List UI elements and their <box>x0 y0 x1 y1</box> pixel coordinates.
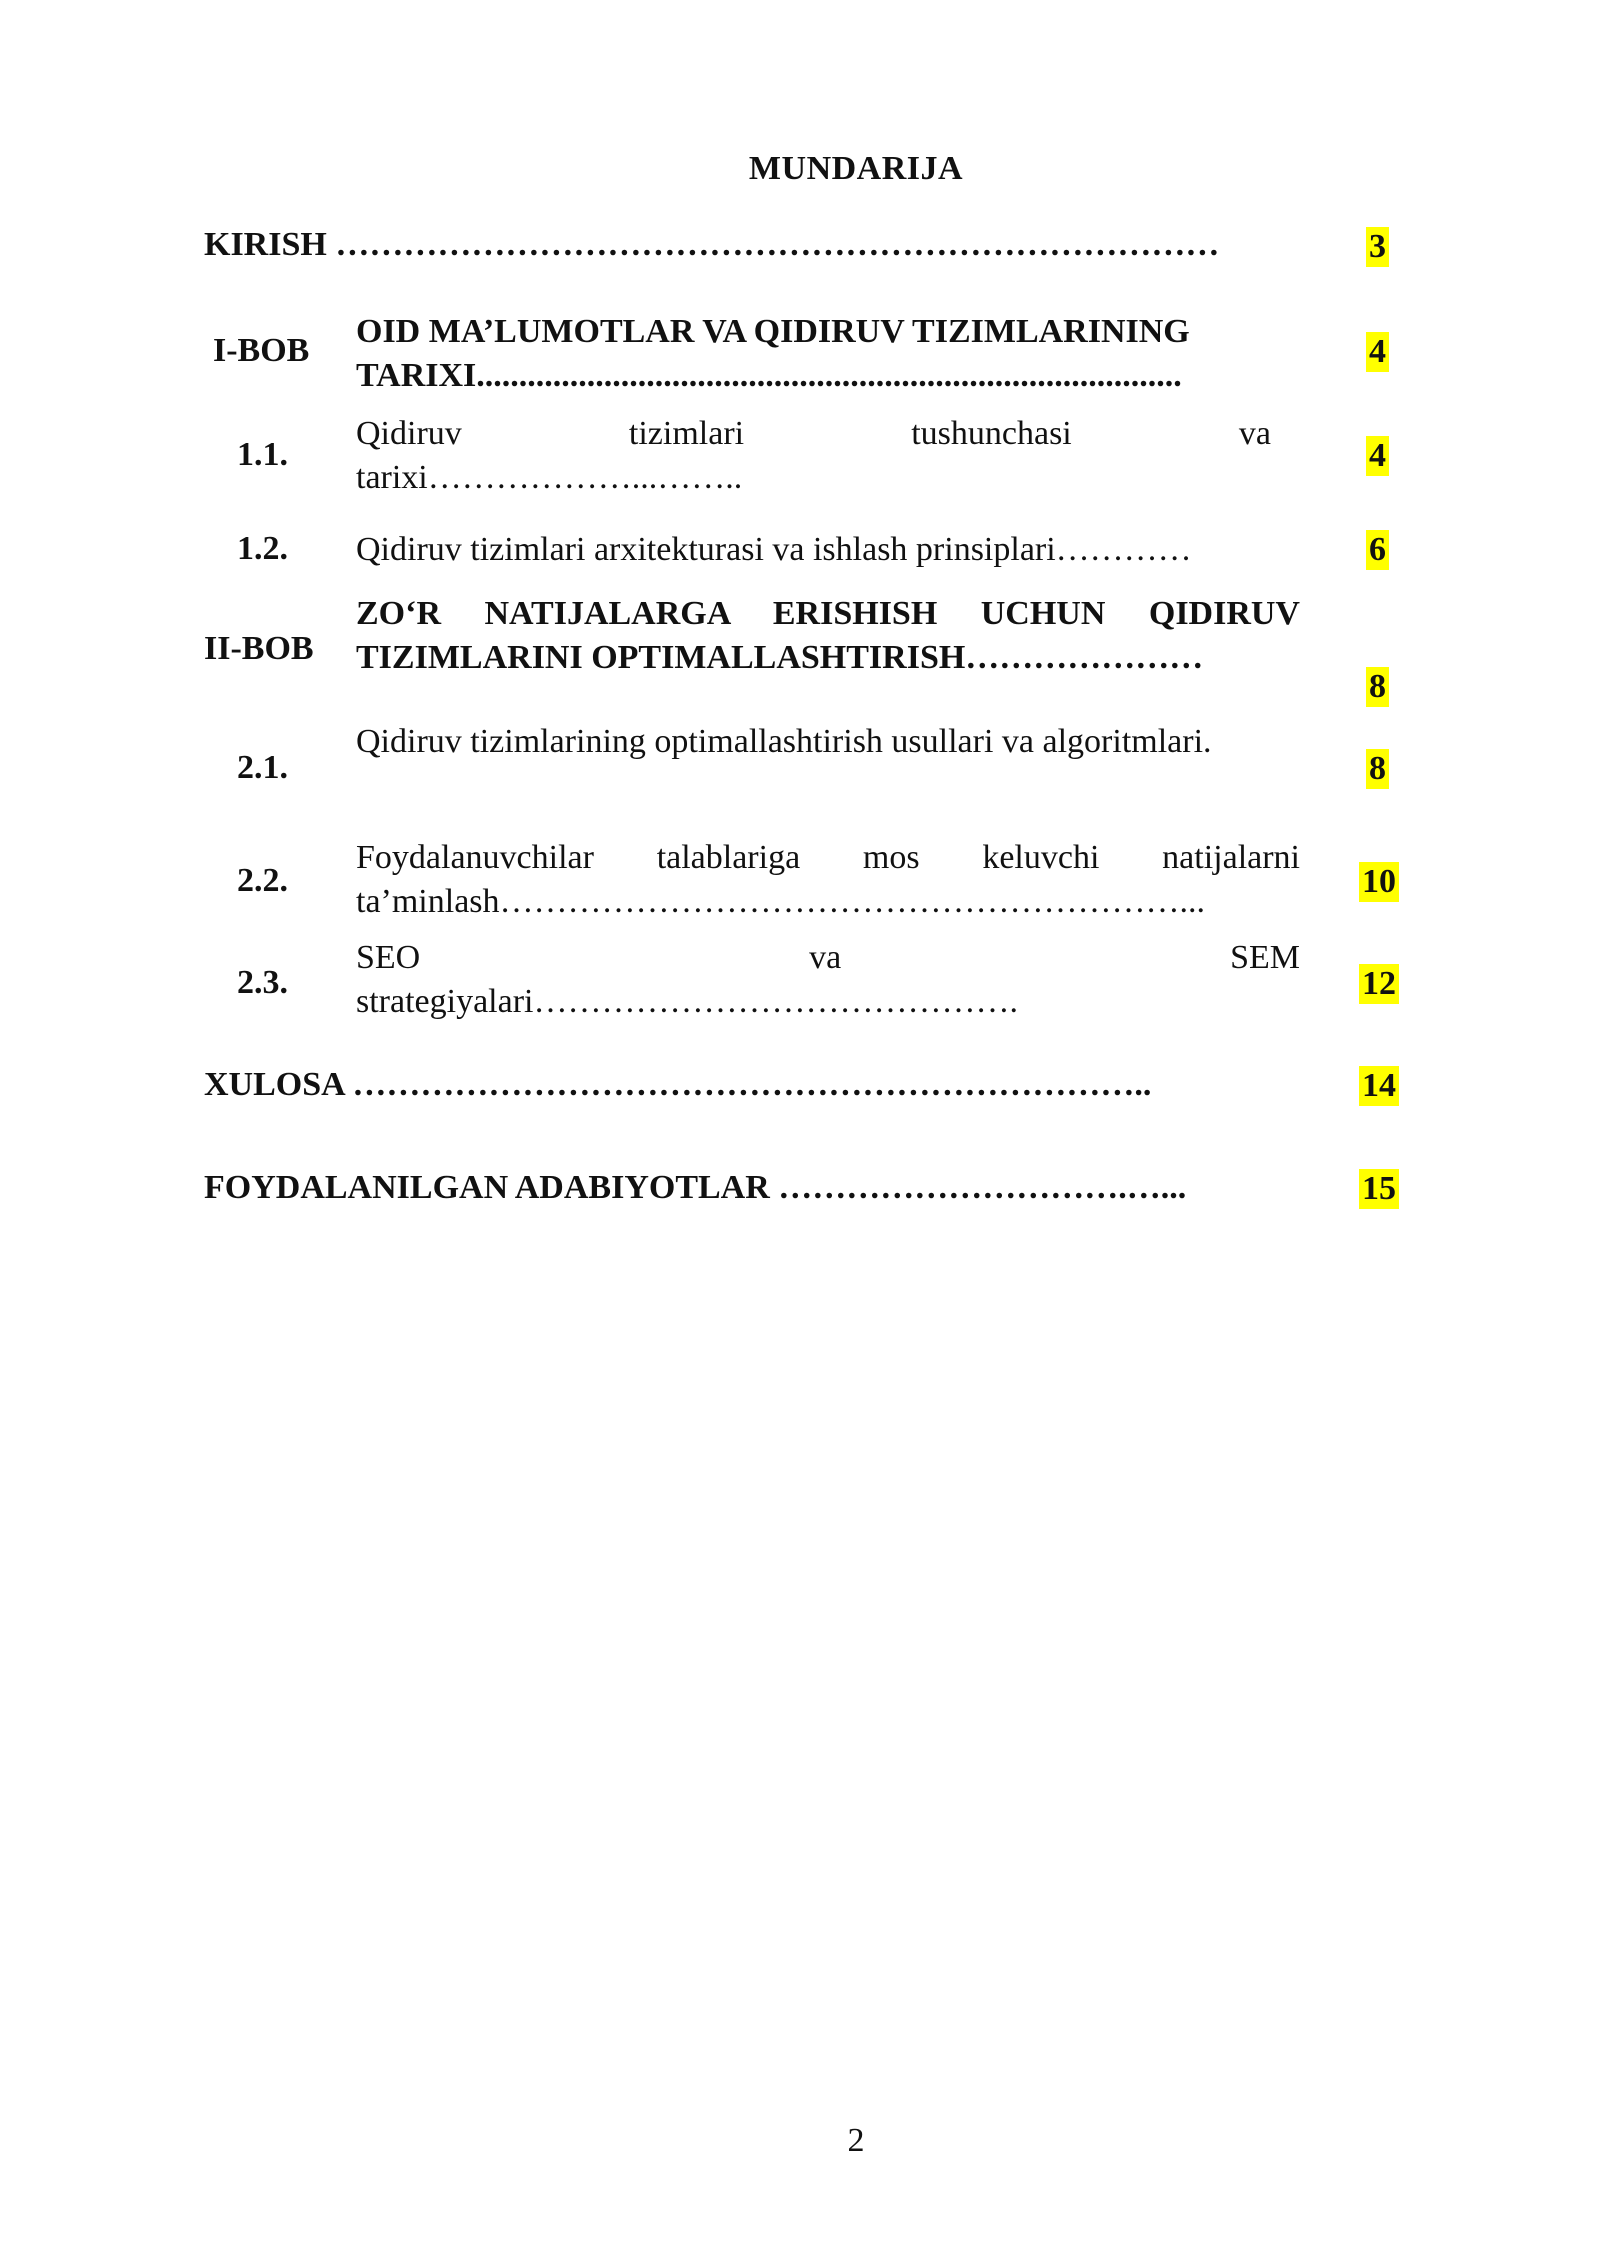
chapter-2-title-line1: ZO‘R NATIJALARGA ERISHISH UCHUN QIDIRUV <box>356 595 1300 632</box>
section-1-1-line1 <box>356 412 1271 456</box>
word: Qidiruv <box>356 415 462 452</box>
toc-entry-2-2[interactable]: Foydalanuvchilar talablariga mos keluvchi natijalarni ta’minlash……………………………………………………... <box>356 839 1300 920</box>
word: va <box>809 939 842 976</box>
toc-entry-chapter-2[interactable] <box>356 592 1300 680</box>
section-label-2-1: 2.1. <box>237 749 288 786</box>
page-ref-kirish: 3 <box>1366 227 1389 267</box>
page-ref-1-2: 6 <box>1366 530 1389 570</box>
toc-entry-1-2[interactable]: Qidiruv tizimlari arxitekturasi va ishlash prinsiplari………… <box>356 531 1192 568</box>
section-label-2-3: 2.3. <box>237 964 288 1001</box>
toc-title: MUNDARIJA <box>748 150 964 187</box>
section-label-1-2: 1.2. <box>237 530 288 567</box>
toc-entry-1-1[interactable] <box>356 412 1300 500</box>
word: tizimlari <box>628 415 745 452</box>
toc-entry-chapter-1[interactable] <box>356 310 1300 398</box>
word: SEO <box>356 939 421 976</box>
word: tushunchasi <box>911 415 1072 452</box>
page-ref-references: 15 <box>1359 1169 1399 1209</box>
page-ref-chapter-1: 4 <box>1366 332 1389 372</box>
chapter-label-1: I-BOB <box>213 332 310 369</box>
page-ref-2-3: 12 <box>1359 964 1399 1004</box>
chapter-1-title-line1: OID MA’LUMOTLAR VA QIDIRUV TIZIMLARINING <box>356 313 1190 350</box>
page-ref-2-2: 10 <box>1359 862 1399 902</box>
page-ref-chapter-2: 8 <box>1366 667 1389 707</box>
toc-entry-kirish[interactable]: KIRISH …………………………………………………………………… <box>204 226 1220 263</box>
chapter-label-2: II-BOB <box>204 630 314 667</box>
chapter-1-title-line2: TARIXI................................................................................... <box>356 357 1182 394</box>
toc-entry-2-1[interactable]: Qidiruv tizimlarining optimallashtirish usullari va algoritmlari. <box>356 723 1212 760</box>
toc-entry-xulosa[interactable]: XULOSA …………………………………………………………….. <box>204 1066 1152 1103</box>
page-ref-2-1: 8 <box>1366 749 1389 789</box>
section-label-2-2: 2.2. <box>237 862 288 899</box>
section-2-3-line2: strategiyalari……………………………………. <box>356 983 1018 1020</box>
chapter-2-title-line2: TIZIMLARINI OPTIMALLASHTIRISH………………… <box>356 639 1204 676</box>
page-ref-xulosa: 14 <box>1359 1066 1399 1106</box>
section-2-3-line1 <box>356 936 1300 980</box>
word: SEM <box>1230 939 1300 976</box>
toc-entry-references[interactable]: FOYDALANILGAN ADABIYOTLAR ………………………….…... <box>204 1169 1187 1206</box>
page-ref-1-1: 4 <box>1366 436 1389 476</box>
page-number: 2 <box>847 2122 865 2159</box>
section-1-1-line2: tarixi………………...…….. <box>356 459 743 496</box>
section-label-1-1: 1.1. <box>237 436 288 473</box>
word: va <box>1238 415 1271 452</box>
toc-entry-2-3[interactable] <box>356 936 1300 1024</box>
